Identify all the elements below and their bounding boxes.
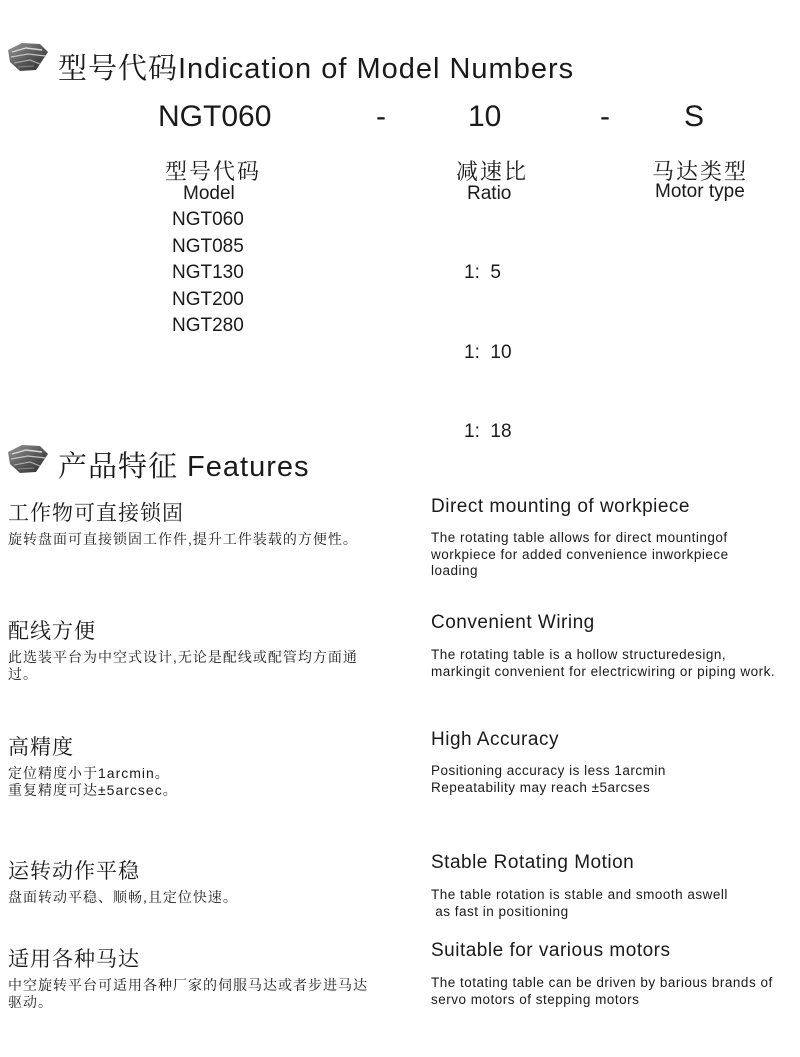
feature-title-cn: 运转动作平稳 [8, 860, 140, 883]
code-motor: S [684, 100, 705, 133]
feature-desc-cn: 旋转盘面可直接锁固工作件,提升工件装载的方便性。 [8, 531, 358, 547]
model-column-title-en: Model [183, 183, 235, 204]
stone-emblem-icon [6, 40, 50, 74]
list-item: NGT280 [172, 315, 244, 336]
feature-title-en: Suitable for various motors [431, 940, 671, 961]
motor-column-title-en: Motor type [655, 181, 745, 202]
feature-desc-en: Positioning accuracy is less 1arcmin Repeatability may reach ±5arcses [431, 763, 666, 795]
stone-emblem-icon [6, 442, 50, 476]
feature-desc-en: The totating table can be driven by barious brands of servo motors of stepping motors [431, 975, 773, 1007]
ratio-list [464, 207, 512, 472]
list-item: NGT060 [172, 209, 244, 230]
model-section-title: 型号代码Indication of Model Numbers [58, 53, 575, 85]
list-item: 1: 5 [464, 262, 501, 283]
model-column-title-cn: 型号代码 [165, 159, 262, 184]
feature-desc-cn: 盘面转动平稳、顺畅,且定位快速。 [8, 889, 238, 905]
code-separator: - [600, 100, 610, 133]
list-item: 1: 10 [464, 341, 512, 363]
model-list [172, 207, 244, 340]
code-separator: - [376, 100, 386, 133]
feature-desc-cn: 此选装平台为中空式设计,无论是配线或配管均方面通过。 [8, 649, 358, 682]
list-item: NGT130 [172, 262, 244, 283]
feature-desc-en: The table rotation is stable and smooth aswell as fast in positioning [431, 887, 728, 919]
feature-title-cn: 工作物可直接锁固 [8, 502, 184, 525]
code-model: NGT060 [158, 100, 272, 133]
feature-title-en: Stable Rotating Motion [431, 852, 635, 873]
feature-desc-cn: 定位精度小于1arcmin。 重复精度可达±5arcsec。 [8, 765, 178, 798]
ratio-column-title-en: Ratio [467, 183, 512, 204]
feature-desc-cn: 中空旋转平台可适用各种厂家的伺服马达或者步进马达驱动。 [8, 977, 368, 1010]
feature-title-en: Convenient Wiring [431, 612, 595, 633]
code-ratio: 10 [468, 100, 502, 133]
ratio-column-title-cn: 减速比 [456, 159, 529, 184]
list-item: NGT085 [172, 235, 244, 257]
feature-desc-en: The rotating table allows for direct mountingof workpiece for added convenience inworkpiece loading [431, 530, 729, 578]
feature-title-cn: 配线方便 [8, 620, 96, 643]
feature-title-cn: 高精度 [8, 736, 74, 759]
features-section-title: 产品特征 Features [58, 451, 310, 483]
feature-title-cn: 适用各种马达 [8, 948, 140, 971]
feature-title-en: Direct mounting of workpiece [431, 496, 690, 517]
motor-column-title-cn: 马达类型 [652, 159, 749, 184]
list-item: NGT200 [172, 288, 244, 310]
feature-title-en: High Accuracy [431, 729, 559, 750]
list-item: 1: 18 [464, 421, 512, 442]
feature-desc-en: The rotating table is a hollow structuredesign, markingit convenient for electricwiring or piping work. [431, 647, 776, 679]
